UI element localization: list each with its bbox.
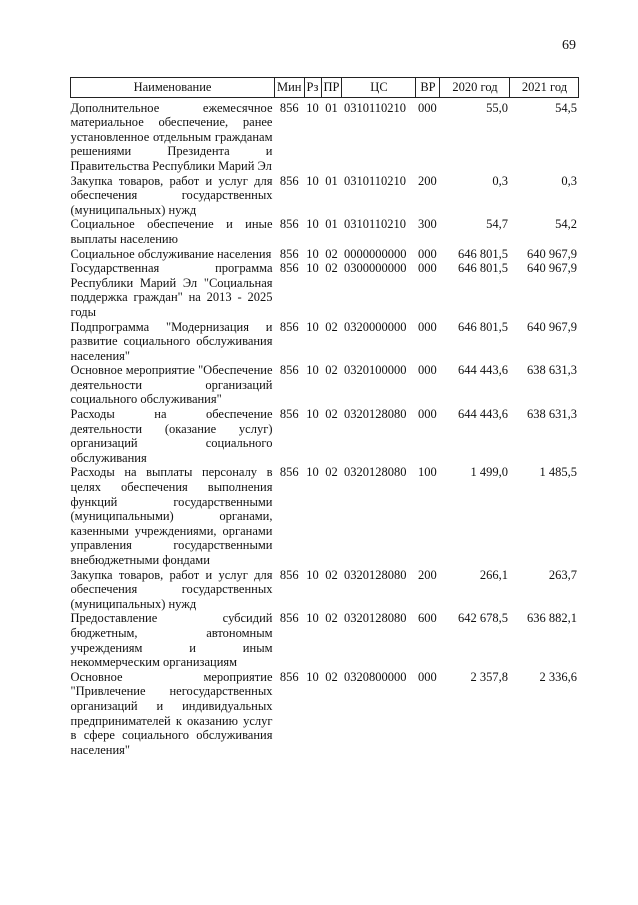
cell-pr: 01 xyxy=(325,217,338,232)
header-2020: 2020 год xyxy=(440,78,510,98)
cell-rz: 10 xyxy=(306,173,319,188)
cell-rz: 10 xyxy=(306,319,319,334)
cell-2020: 55,0 xyxy=(486,100,508,115)
cell-cs: 0310110210 xyxy=(343,173,407,188)
cell-2020: 644 443,6 xyxy=(457,363,508,378)
cell-2020: 644 443,6 xyxy=(457,407,508,422)
table-row xyxy=(71,407,579,465)
cell-min: 856 xyxy=(279,363,299,378)
header-rz: Рз xyxy=(304,78,321,98)
cell-2021: 2 336,6 xyxy=(539,669,577,684)
table-row xyxy=(71,97,579,173)
cell-cs: 0310110210 xyxy=(343,100,407,115)
cell-name: Социальное обслуживание населения xyxy=(70,246,272,261)
cell-2021: 54,5 xyxy=(555,100,577,115)
cell-cs: 0320128080 xyxy=(343,611,407,626)
cell-min: 856 xyxy=(279,100,299,115)
cell-min: 856 xyxy=(279,567,299,582)
cell-name: Закупка товаров, работ и услуг для обеспечения государственных (муниципальных) нужд xyxy=(70,173,273,217)
cell-min: 856 xyxy=(279,246,299,261)
cell-rz: 10 xyxy=(306,261,319,276)
cell-rz: 10 xyxy=(306,217,319,232)
cell-2020: 2 357,8 xyxy=(470,669,508,684)
cell-name: Социальное обеспечение и иные выплаты населению xyxy=(70,217,273,246)
cell-2020: 646 801,5 xyxy=(457,246,508,261)
cell-vr: 600 xyxy=(417,611,437,626)
cell-rz: 10 xyxy=(306,246,319,261)
cell-cs: 0320000000 xyxy=(343,319,407,334)
cell-min: 856 xyxy=(279,319,299,334)
cell-rz: 10 xyxy=(306,363,319,378)
cell-2021: 638 631,3 xyxy=(526,363,577,378)
cell-2020: 1 499,0 xyxy=(470,465,508,480)
table-row xyxy=(71,568,579,612)
table-row xyxy=(71,320,579,364)
cell-rz: 10 xyxy=(306,567,319,582)
table-row xyxy=(71,217,579,246)
cell-name: Закупка товаров, работ и услуг для обеспечения государственных (муниципальных) нужд xyxy=(70,567,273,611)
cell-pr: 01 xyxy=(325,100,338,115)
cell-2021: 640 967,9 xyxy=(526,246,577,261)
cell-2021: 263,7 xyxy=(548,567,577,582)
header-cs: ЦС xyxy=(342,78,416,98)
cell-vr: 000 xyxy=(417,319,437,334)
cell-2020: 54,7 xyxy=(486,217,508,232)
table-row xyxy=(71,363,579,407)
cell-2020: 646 801,5 xyxy=(457,261,508,276)
cell-vr: 300 xyxy=(417,217,437,232)
cell-vr: 000 xyxy=(417,407,437,422)
cell-2021: 54,2 xyxy=(555,217,577,232)
cell-2020: 0,3 xyxy=(492,173,508,188)
cell-vr: 000 xyxy=(417,669,437,684)
cell-pr: 02 xyxy=(325,407,338,422)
cell-name: Предоставление субсидий бюджетным, автономным учреждениям и иным некоммерческим организациям xyxy=(70,611,273,670)
cell-vr: 200 xyxy=(417,567,437,582)
table-row xyxy=(71,247,579,262)
cell-2020: 646 801,5 xyxy=(457,319,508,334)
cell-rz: 10 xyxy=(306,465,319,480)
cell-pr: 02 xyxy=(325,567,338,582)
cell-rz: 10 xyxy=(306,100,319,115)
cell-pr: 02 xyxy=(325,261,338,276)
cell-vr: 000 xyxy=(417,100,437,115)
budget-table xyxy=(70,77,579,757)
cell-2020: 642 678,5 xyxy=(457,611,508,626)
cell-rz: 10 xyxy=(306,669,319,684)
table-header-row xyxy=(71,78,579,98)
cell-pr: 02 xyxy=(325,611,338,626)
cell-min: 856 xyxy=(279,465,299,480)
table-row xyxy=(71,611,579,669)
cell-name: Основное мероприятие "Обеспечение деятельности организаций социального обслуживания" xyxy=(70,363,273,407)
table-row xyxy=(71,465,579,567)
cell-rz: 10 xyxy=(306,407,319,422)
cell-min: 856 xyxy=(279,217,299,232)
page-number: 69 xyxy=(562,38,576,53)
cell-cs: 0320128080 xyxy=(343,465,407,480)
cell-2021: 638 631,3 xyxy=(526,407,577,422)
cell-cs: 0320128080 xyxy=(343,567,407,582)
cell-pr: 01 xyxy=(325,173,338,188)
header-pr: ПР xyxy=(321,78,342,98)
cell-vr: 100 xyxy=(417,465,437,480)
cell-vr: 000 xyxy=(417,261,437,276)
cell-cs: 0320100000 xyxy=(343,363,407,378)
cell-name: Расходы на обеспечение деятельности (оказание услуг) организаций социального обслуживания xyxy=(70,407,273,465)
cell-name: Подпрограмма "Модернизация и развитие социального обслуживания населения" xyxy=(70,319,273,363)
cell-2021: 640 967,9 xyxy=(526,261,577,276)
table-row xyxy=(71,261,579,319)
header-2021: 2021 год xyxy=(510,78,579,98)
cell-pr: 02 xyxy=(325,465,338,480)
cell-vr: 000 xyxy=(417,363,437,378)
cell-cs: 0000000000 xyxy=(343,246,407,261)
cell-cs: 0300000000 xyxy=(343,261,407,276)
cell-min: 856 xyxy=(279,669,299,684)
cell-pr: 02 xyxy=(325,246,338,261)
cell-vr: 000 xyxy=(417,246,437,261)
cell-2021: 636 882,1 xyxy=(526,611,577,626)
cell-name: Расходы на выплаты персоналу в целях обеспечения выполнения функций государственными (муниципальными) органами, казенными учреждениями, органами управления государственными внебюджетными фондами xyxy=(70,465,273,567)
cell-2021: 0,3 xyxy=(561,173,577,188)
cell-min: 856 xyxy=(279,611,299,626)
cell-min: 856 xyxy=(279,173,299,188)
table-body xyxy=(71,97,579,757)
header-min: Мин xyxy=(275,78,305,98)
cell-cs: 0320800000 xyxy=(343,669,407,684)
table-row xyxy=(71,174,579,218)
cell-min: 856 xyxy=(279,407,299,422)
cell-name: Дополнительное ежемесячное материальное обеспечение, ранее установленное отдельным гражданам решениями Президента и Правительства Республики Марий Эл xyxy=(70,100,273,173)
header-vr: ВР xyxy=(416,78,440,98)
cell-pr: 02 xyxy=(325,669,338,684)
cell-pr: 02 xyxy=(325,319,338,334)
cell-2021: 1 485,5 xyxy=(539,465,577,480)
table-row xyxy=(71,670,579,758)
header-name: Наименование xyxy=(71,78,275,98)
cell-cs: 0310110210 xyxy=(343,217,407,232)
cell-name: Основное мероприятие "Привлечение негосударственных организаций и индивидуальных предпринимателей к оказанию услуг в сфере социального обслуживания населения" xyxy=(70,669,273,757)
cell-2020: 266,1 xyxy=(479,567,508,582)
cell-pr: 02 xyxy=(325,363,338,378)
cell-vr: 200 xyxy=(417,173,437,188)
cell-rz: 10 xyxy=(306,611,319,626)
cell-2021: 640 967,9 xyxy=(526,319,577,334)
cell-min: 856 xyxy=(279,261,299,276)
cell-cs: 0320128080 xyxy=(343,407,407,422)
cell-name: Государственная программа Республики Марий Эл "Социальная поддержка граждан" на 2013 - 2025 годы xyxy=(70,261,273,319)
